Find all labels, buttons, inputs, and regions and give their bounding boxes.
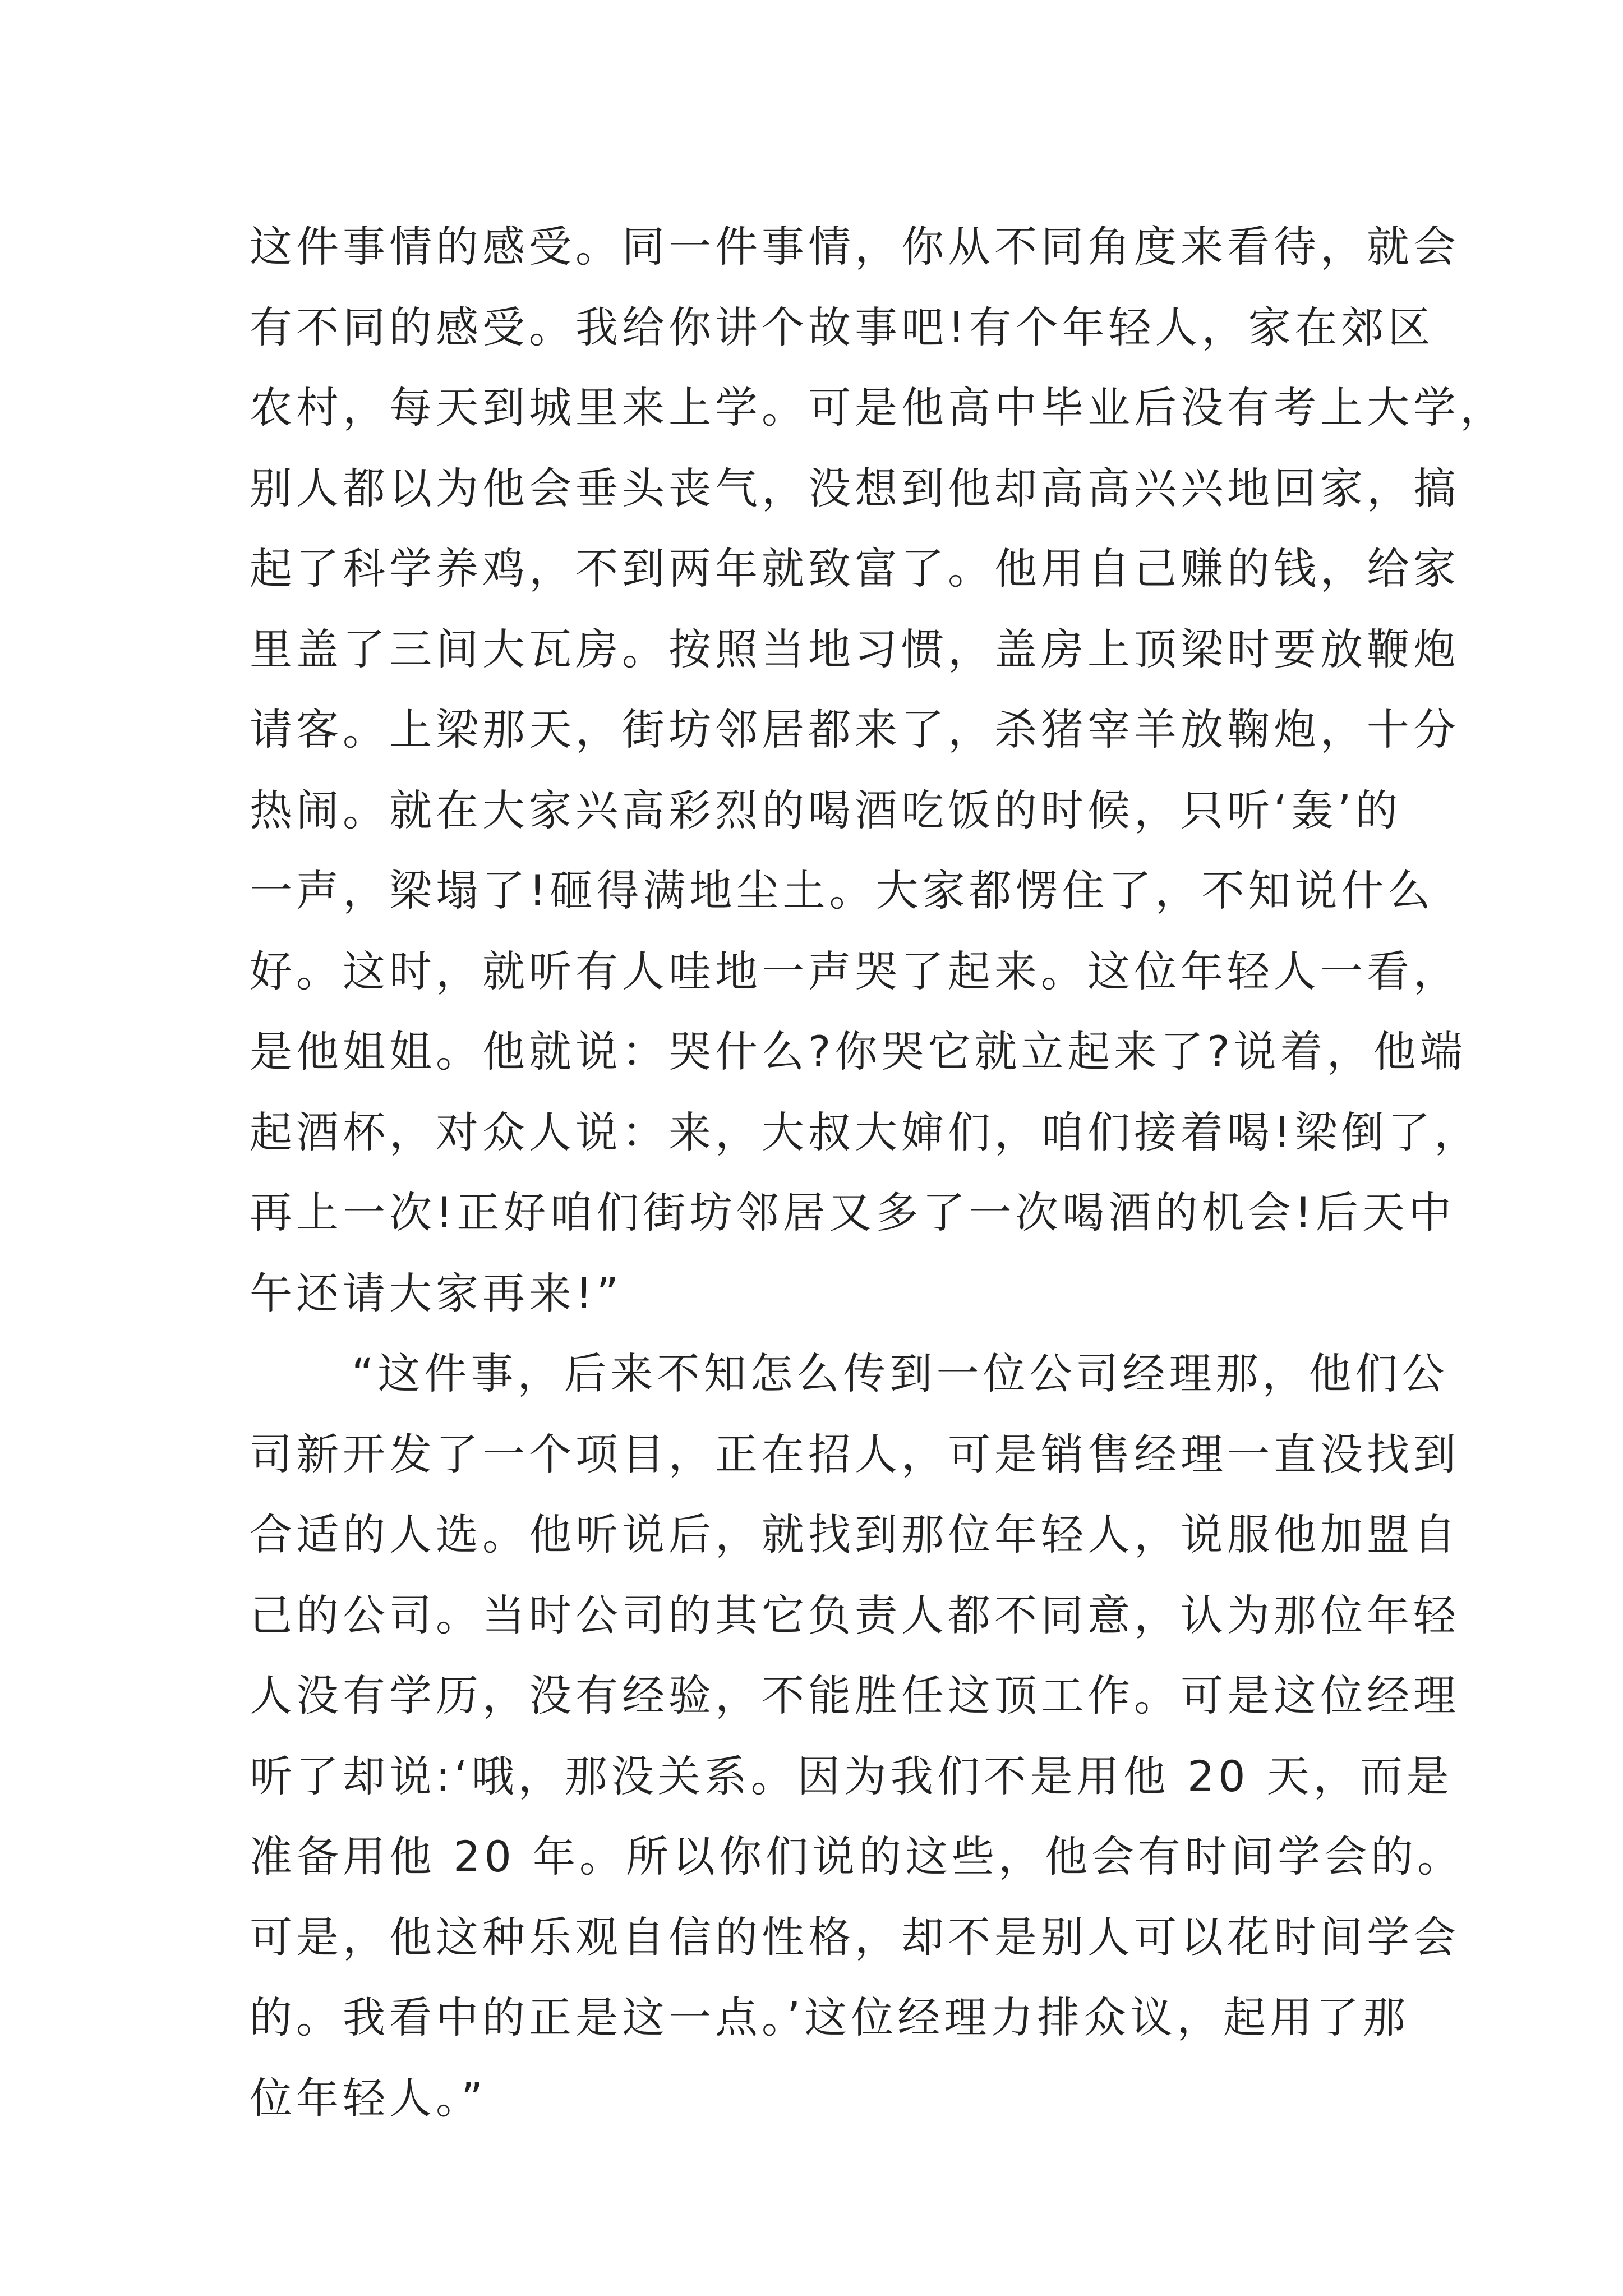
text-line-3: 农村，每天到城里来上学。可是他高中毕业后没有考上大学， — [250, 383, 1506, 432]
text-line-18: 己的公司。当时公司的其它负责人都不同意，认为那位年轻 — [250, 1590, 1460, 1640]
text-line-21: 准备用他 20 年。所以你们说的这些，他会有时间学会的。 — [250, 1832, 1464, 1881]
text-line-11: 是他姐姐。他就说：哭什么?你哭它就立起来了?说着，他端 — [250, 1027, 1467, 1076]
text-line-6: 里盖了三间大瓦房。按照当地习惯，盖房上顶梁时要放鞭炮 — [250, 624, 1460, 674]
text-line-24: 位年轻人。” — [250, 2073, 487, 2123]
text-line-1: 这件事情的感受。同一件事情，你从不同角度来看待，就会 — [250, 222, 1460, 272]
text-line-9: 一声，梁塌了!砸得满地尘土。大家都愣住了，不知说什么 — [250, 866, 1435, 915]
text-line-20: 听了却说:‘哦，那没关系。因为我们不是用他 20 天，而是 — [250, 1751, 1453, 1801]
text-line-5: 起了科学养鸡，不到两年就致富了。他用自己赚的钱，给家 — [250, 544, 1460, 593]
text-line-19: 人没有学历，没有经验，不能胜任这顶工作。可是这位经理 — [250, 1671, 1460, 1720]
text-line-22: 可是，他这种乐观自信的性格，却不是别人可以花时间学会 — [250, 1912, 1460, 1962]
text-line-13: 再上一次!正好咱们街坊邻居又多了一次喝酒的机会!后天中 — [250, 1188, 1455, 1237]
story-text — [250, 206, 1506, 2138]
text-line-2: 有不同的感受。我给你讲个故事吧!有个年轻人，家在郊区 — [250, 302, 1435, 352]
text-line-17: 合适的人选。他听说后，就找到那位年轻人，说服他加盟自 — [250, 1510, 1460, 1559]
text-line-14: 午还请大家再来!” — [250, 1268, 623, 1318]
text-line-15: “这件事，后来不知怎么传到一位公司经理那，他们公 — [352, 1349, 1449, 1398]
text-line-10: 好。这时，就听有人哇地一声哭了起来。这位年轻人一看， — [250, 946, 1460, 996]
text-line-12: 起酒杯，对众人说：来，大叔大婶们，咱们接着喝!梁倒了， — [250, 1107, 1481, 1157]
text-line-7: 请客。上梁那天，街坊邻居都来了，杀猪宰羊放鞠炮，十分 — [250, 705, 1460, 754]
text-line-23: 的。我看中的正是这一点。’这位经理力排众议，起用了那 — [250, 1993, 1410, 2042]
text-line-8: 热闹。就在大家兴高彩烈的喝酒吃饭的时候，只听‘轰’的 — [250, 785, 1402, 835]
text-line-4: 别人都以为他会垂头丧气，没想到他却高高兴兴地回家，搞 — [250, 463, 1460, 513]
text-line-16: 司新开发了一个项目，正在招人，可是销售经理一直没找到 — [250, 1429, 1460, 1479]
